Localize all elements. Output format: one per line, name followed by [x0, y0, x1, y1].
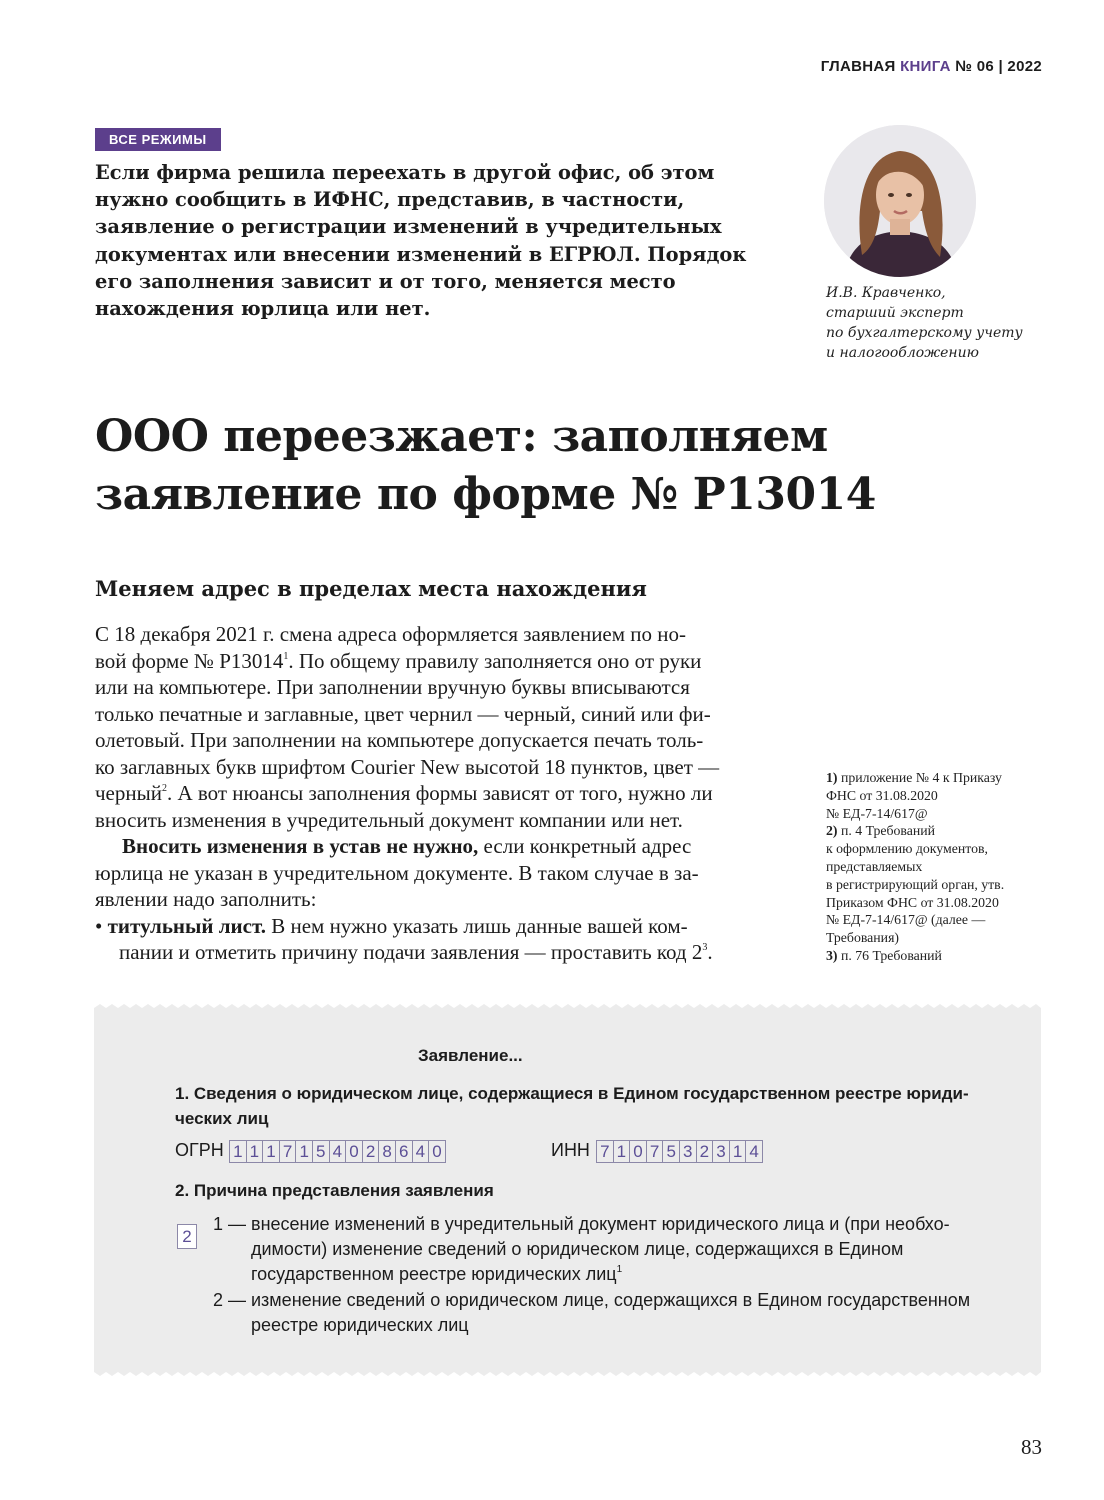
body-line: только печатные и заглавные, цвет чернил — черный, синий или фи- — [95, 701, 711, 726]
reason-option-1 — [213, 1212, 973, 1292]
footnote-ref: 1 — [616, 1264, 623, 1275]
footnote-number: 1) — [826, 770, 838, 785]
footnote-text: приложение № 4 к Приказу — [840, 770, 1002, 785]
body-line — [95, 648, 775, 675]
lead-line: документах или внесении изменений в ЕГРЮЛ. Порядок — [95, 242, 747, 266]
body-text: пании и отметить причину подачи заявления — проставить код 2 — [119, 940, 703, 964]
digit-cell: 1 — [614, 1141, 631, 1162]
form-section-1 — [175, 1081, 969, 1131]
digit-cell: 2 — [363, 1141, 380, 1162]
digit-cell: 7 — [280, 1141, 297, 1162]
torn-edge-top — [94, 1004, 1041, 1012]
digit-cell: 7 — [597, 1141, 614, 1162]
lead-line: нужно сообщить в ИФНС, представив, в частности, — [95, 188, 685, 212]
footnote-number: 3) — [826, 947, 838, 963]
author-role: и налогообложению — [826, 345, 979, 361]
digit-cell: 1 — [263, 1141, 280, 1162]
body-text: черный — [95, 781, 162, 805]
footnote-text: п. 4 Требований — [840, 823, 936, 839]
body-line: С 18 декабря 2021 г. смена адреса оформляется заявлением по но- — [95, 622, 687, 646]
author-role: по бухгалтерскому учету — [826, 325, 1023, 341]
lead-line: его заполнения зависит и от того, меняется место — [95, 269, 676, 293]
footnote-text: в регистрирующий орган, утв. — [826, 876, 1005, 892]
option-text: государственном реестре юридических лиц — [251, 1264, 617, 1284]
form-section-line: ческих лиц — [175, 1109, 269, 1128]
footnote-text: ФНС от 31.08.2020 — [826, 787, 938, 803]
body-text: В нем нужно указать лишь данные вашей ком- — [265, 913, 688, 938]
page-number: 83 — [1021, 1435, 1042, 1459]
body-line: олетовый. При заполнении на компьютере допускается печать толь- — [95, 728, 704, 752]
footnote-number: 2) — [826, 823, 838, 839]
article-title — [95, 408, 876, 524]
footnotes — [826, 769, 1036, 965]
footnote-ref: 3 — [702, 942, 708, 953]
body-line: ко заглавных букв шрифтом Courier New высотой 18 пунктов, цвет — — [95, 754, 720, 779]
digit-cell: 4 — [330, 1141, 347, 1162]
body-line: юрлица не указан в учредительном документе. В таком случае в за- — [95, 860, 699, 885]
body-line: или на компьютере. При заполнении вручную буквы вписываются — [95, 675, 690, 699]
footnote-text: № ЕД-7-14/617@ (далее — — [826, 912, 986, 928]
digit-cell: 5 — [663, 1141, 680, 1162]
option-number: 1 — — [213, 1214, 247, 1234]
form-section-line: 1. Сведения о юридическом лице, содержащиеся в Едином государственном реестре юриди- — [175, 1084, 969, 1103]
ogrn-label: ОГРН — [175, 1140, 224, 1160]
inn-label: ИНН — [551, 1140, 590, 1160]
option-line: внесение изменений в учредительный документ юридического лица и (при необхо- — [251, 1214, 950, 1234]
digit-cell: 1 — [247, 1141, 264, 1162]
footnote-ref: 2 — [161, 783, 167, 794]
form-section-2: 2. Причина представления заявления — [175, 1181, 494, 1200]
footnote-2 — [826, 822, 1036, 840]
title-line: ООО переезжает: заполняем — [95, 411, 828, 462]
emphasis-text: титульный лист. — [107, 913, 266, 938]
body-text: вой форме № Р13014 — [95, 648, 284, 673]
author-name: И.В. Кравченко, — [826, 285, 946, 301]
category-badge: ВСЕ РЕЖИМЫ — [95, 128, 221, 151]
digit-cell: 1 — [296, 1141, 313, 1162]
torn-edge-bottom — [94, 1368, 1041, 1376]
magazine-name-accent: КНИГА — [900, 58, 951, 75]
footnote-text: Требования) — [826, 930, 900, 946]
footnote-text: Приказом ФНС от 31.08.2020 — [826, 894, 999, 910]
option-text — [251, 1288, 970, 1338]
body-line — [95, 833, 775, 860]
digit-cell: 0 — [630, 1141, 647, 1162]
option-number: 2 — — [213, 1290, 247, 1310]
lead-paragraph — [95, 159, 775, 322]
article-body — [95, 621, 775, 966]
issue-number: № 06 | 2022 — [955, 58, 1042, 75]
digit-cell: 4 — [413, 1141, 430, 1162]
digit-cell: 8 — [379, 1141, 396, 1162]
footnote-text: п. 76 Требований — [840, 947, 942, 963]
author-caption — [826, 283, 1023, 363]
digit-cell: 3 — [713, 1141, 730, 1162]
digit-cell: 0 — [346, 1141, 363, 1162]
body-line: вносить изменения в учредительный документ компании или нет. — [95, 807, 683, 832]
author-role: старший эксперт — [826, 305, 964, 321]
footnote-text: № ЕД-7-14/617@ — [826, 805, 928, 821]
digit-cell: 4 — [749, 1142, 759, 1161]
body-text: если конкретный адрес — [478, 834, 692, 858]
emphasis-text: Вносить изменения в устав не нужно, — [122, 834, 479, 858]
footnote-ref: 1 — [283, 650, 289, 662]
section-heading: Меняем адрес в пределах места нахождения — [95, 576, 647, 601]
magazine-header — [821, 58, 1042, 75]
author-portrait-icon — [824, 125, 976, 277]
body-text: . По общему правилу заполняется оно от руки — [288, 648, 702, 673]
bullet-icon: • — [95, 913, 103, 938]
option-text — [251, 1212, 950, 1287]
footnote-text: к оформлению документов, — [826, 841, 988, 857]
digit-cell: 5 — [313, 1141, 330, 1162]
reason-option-2 — [213, 1288, 973, 1343]
digit-cell: 7 — [647, 1141, 664, 1162]
lead-line: Если фирма решила переехать в другой офис, об этом — [95, 161, 715, 184]
option-line: реестре юридических лиц — [251, 1315, 469, 1335]
bullet-item — [95, 913, 775, 940]
lead-line: заявление о регистрации изменений в учредительных — [95, 215, 722, 239]
body-text: . А вот нюансы заполнения формы зависят от того, нужно ли — [166, 781, 713, 805]
digit-cell: 6 — [396, 1141, 413, 1162]
body-line: явлении надо заполнить: — [95, 887, 317, 911]
ogrn-field — [229, 1140, 446, 1163]
digit-cell: 2 — [697, 1141, 714, 1162]
digit-cell: 0 — [432, 1142, 442, 1161]
digit-cell: 1 — [730, 1141, 747, 1162]
footnote-1 — [826, 769, 1036, 787]
body-line — [95, 780, 775, 807]
bullet-continuation — [95, 939, 775, 966]
lead-line: нахождения юрлица или нет. — [95, 297, 431, 321]
option-line: изменение сведений о юридическом лице, содержащихся в Едином государственном — [251, 1290, 971, 1310]
magazine-name: ГЛАВНАЯ — [820, 58, 896, 75]
body-text: . — [707, 940, 713, 964]
digit-cell: 1 — [230, 1141, 247, 1162]
option-line — [251, 1262, 950, 1287]
author-photo — [824, 125, 976, 277]
inn-field — [596, 1140, 763, 1163]
digit-cell: 3 — [680, 1141, 697, 1162]
footnote-text: представляемых — [826, 858, 923, 874]
form-title: Заявление... — [418, 1046, 523, 1065]
reason-code-box: 2 — [177, 1224, 197, 1249]
option-line: димости) изменение сведений о юридическом лице, содержащихся в Едином — [251, 1239, 904, 1259]
title-line: заявление по форме № Р13014 — [95, 469, 876, 520]
footnote-3 — [826, 947, 1036, 965]
